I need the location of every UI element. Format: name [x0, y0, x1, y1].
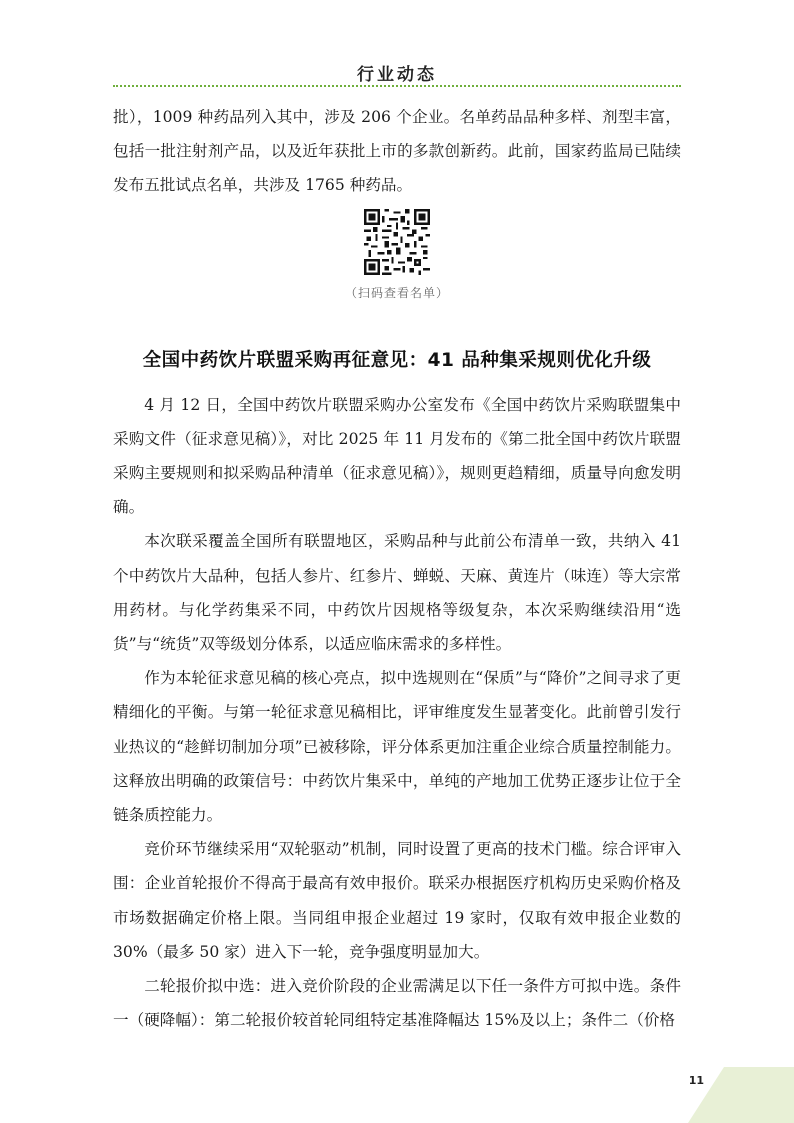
qr-code-icon[interactable] [364, 209, 430, 275]
body-paragraph-5: 二轮报价拟中选：进入竞价阶段的企业需满足以下任一条件方可拟中选。条件一（硬降幅）：第二轮报价较首轮同组特定基准降幅达 15%及以上；条件二（价格 [113, 977, 681, 1030]
qr-caption: （扫码查看名单） [344, 285, 449, 300]
body-paragraph-4: 竞价环节继续采用“双轮驱动”机制，同时设置了更高的技术门槛。综合评审入围：企业首轮报价不得高于最高有效申报价。联采办根据医疗机构历史采购价格及市场数据确定价格上限。当同组申报企业超过 19 家时，仅取有效申报企业数的 30%（最多 50 家）进入下一轮，竞争强度明显加大。 [113, 840, 681, 961]
header-title: 行业动态 [357, 65, 437, 85]
body-paragraph-1: 4 月 12 日，全国中药饮片联盟采购办公室发布《全国中药饮片采购联盟集中采购文件（征求意见稿）》，对比 2025 年 11 月发布的《第二批全国中药饮片联盟采购主要规则和拟采购品种清单（征求意见稿）》，规则更趋精细，质量导向愈发明确。 [113, 395, 681, 517]
intro-paragraph: 批），1009 种药品列入其中，涉及 206 个企业。名单药品品种多样、剂型丰富，包括一批注射剂产品，以及近年获批上市的多款创新药。此前，国家药监局已陆续发布五批试点名单，共涉及 1765 种药品。 [113, 108, 681, 195]
body-paragraph-3: 作为本轮征求意见稿的核心亮点，拟中选规则在“保质”与“降价”之间寻求了更精细化的平衡。与第一轮征求意见稿相比，评审维度发生显著变化。此前曾引发行业热议的“趁鲜切制加分项”已被移除，评分体系更加注重企业综合质量控制能力。这释放出明确的政策信号：中药饮片集采中，单纯的产地加工优势正逐步让位于全链条质控能力。 [113, 669, 681, 825]
article-body [113, 100, 681, 1037]
page-number: 11 [688, 1074, 704, 1087]
footer-corner-decoration [654, 1067, 794, 1123]
section-heading: 全国中药饮片联盟采购再征意见：41 品种集采规则优化升级 [142, 349, 652, 371]
header-divider [113, 85, 681, 87]
qr-code-container [113, 209, 681, 273]
body-paragraph-2: 本次联采覆盖全国所有联盟地区，采购品种与此前公布清单一致，共纳入 41 个中药饮片大品种，包括人参片、红参片、蝉蜕、天麻、黄连片（味连）等大宗常用药材。与化学药集采不同，中药饮片因规格等级复杂，本次采购继续沿用“选货”与“统货”双等级划分体系，以适应临床需求的多样性。 [113, 532, 681, 654]
